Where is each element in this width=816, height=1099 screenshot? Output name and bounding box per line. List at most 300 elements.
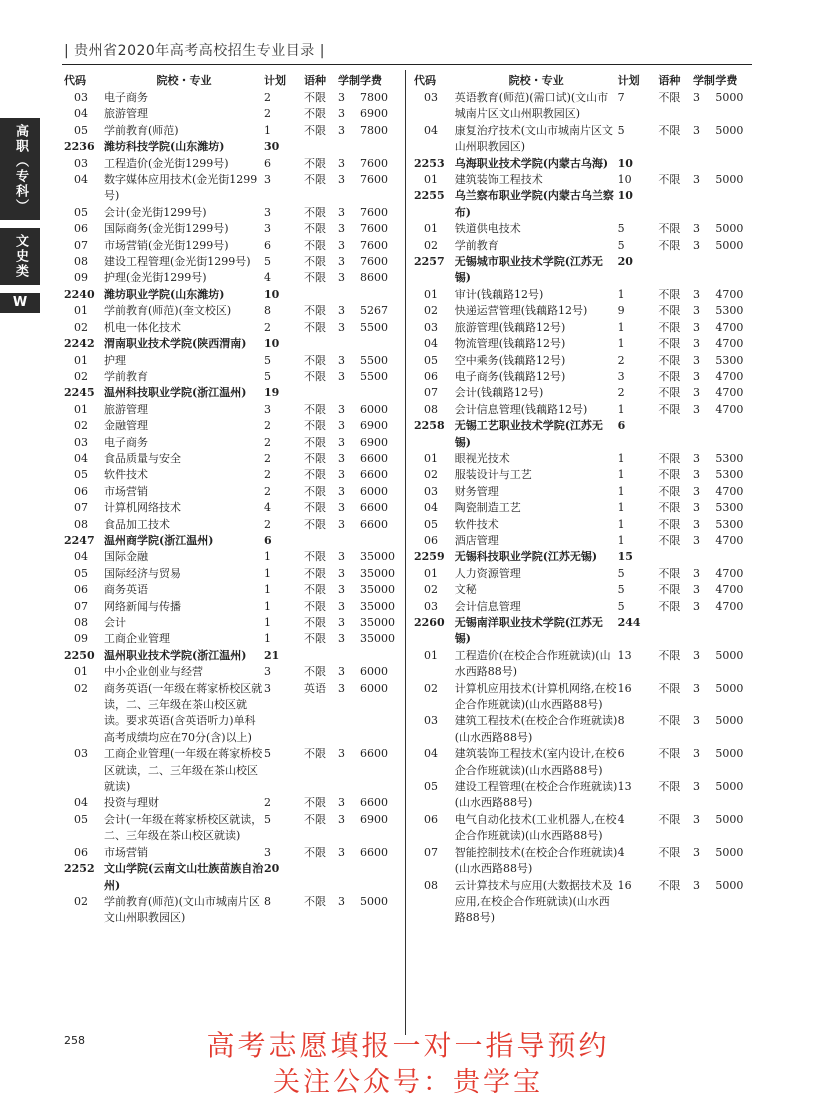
cell-name: 网络新闻与传播	[104, 599, 181, 613]
cell-code: 04	[424, 747, 438, 761]
cell-name: 金融管理	[104, 419, 148, 433]
cell-fee: 6600	[360, 747, 388, 761]
right-table	[414, 70, 752, 927]
header-plan: 计划	[264, 74, 286, 87]
major-row	[64, 582, 396, 598]
cell-fee	[360, 139, 396, 155]
cell-code: 2242	[64, 337, 95, 351]
cell-lang: 不限	[658, 878, 681, 892]
cell-fee: 7600	[360, 255, 388, 269]
cell-name: 文秘	[454, 583, 477, 597]
cell-fee: 6600	[360, 501, 388, 515]
school-row	[64, 533, 396, 549]
header-fee: 学费	[715, 74, 738, 87]
header-title: 贵州省2020年高考高校招生专业目录	[74, 43, 315, 59]
cell-code: 06	[424, 369, 438, 383]
cell-code: 02	[74, 369, 88, 383]
header-plan: 计划	[617, 74, 640, 87]
cell-fee: 4700	[715, 402, 744, 416]
cell-plan: 2	[617, 353, 625, 367]
side-tab-letter: W	[0, 293, 40, 313]
major-row	[64, 221, 396, 237]
cell-plan: 4	[264, 501, 271, 515]
cell-fee: 6000	[360, 402, 388, 416]
cell-code: 2255	[414, 189, 445, 203]
cell-code: 01	[74, 665, 88, 679]
cell-plan: 4	[264, 271, 271, 285]
cell-fee: 5300	[715, 353, 744, 367]
cell-plan: 9	[617, 304, 625, 318]
running-header	[64, 40, 325, 60]
header-lang: 语种	[658, 74, 681, 87]
cell-code: 2260	[414, 616, 445, 629]
cell-years: 3	[338, 632, 345, 646]
cell-fee: 6600	[360, 517, 388, 531]
cell-years: 3	[692, 353, 700, 367]
cell-name: 工程造价(金光街1299号)	[104, 156, 229, 170]
cell-code: 05	[424, 353, 438, 367]
cell-name: 学前教育(师范)	[104, 123, 179, 137]
cell-code: 02	[424, 238, 438, 252]
cell-code: 02	[424, 583, 438, 597]
header-name: 院校・专业	[508, 74, 564, 87]
cell-name: 温州商学院(浙江温州)	[104, 533, 214, 547]
cell-name: 无锡科技职业学院(江苏无锡)	[454, 550, 598, 564]
cell-name: 市场营销	[104, 845, 148, 859]
cell-code: 09	[74, 632, 88, 646]
cell-years: 3	[692, 878, 700, 892]
cell-code: 01	[424, 451, 438, 465]
school-row	[414, 156, 752, 172]
cell-lang	[304, 648, 338, 664]
cell-years: 3	[338, 517, 345, 531]
cell-fee: 7600	[360, 238, 388, 252]
cell-plan: 2	[264, 468, 271, 482]
cell-lang: 不限	[304, 517, 326, 531]
cell-lang: 不限	[658, 320, 681, 334]
cell-name: 空中乘务(钱藕路12号)	[454, 353, 566, 367]
cell-fee: 5500	[360, 320, 388, 334]
cell-name: 云计算技术与应用(大数据技术及应用,在校企合作班就读)(山水西路88号)	[454, 878, 614, 925]
cell-lang: 不限	[304, 205, 326, 219]
cell-years: 3	[692, 845, 700, 859]
major-row	[414, 451, 752, 467]
major-row	[414, 484, 752, 500]
school-row	[64, 336, 396, 352]
cell-lang: 不限	[658, 222, 681, 236]
major-row	[64, 812, 396, 845]
cell-name: 电子商务	[104, 91, 148, 104]
major-row	[414, 238, 752, 254]
cell-plan: 6	[264, 156, 271, 170]
cell-name: 建筑装饰工程技术	[454, 173, 543, 187]
cell-years: 3	[338, 599, 345, 613]
side-tab-category: 文史类	[0, 228, 40, 285]
cell-name: 人力资源管理	[454, 566, 521, 580]
cell-name: 软件技术	[104, 468, 148, 482]
cell-years	[693, 188, 715, 221]
cell-name: 会计(金光街1299号)	[104, 205, 207, 219]
cell-fee	[360, 648, 396, 664]
cell-code: 02	[424, 304, 438, 318]
cell-years: 3	[338, 304, 345, 318]
cell-lang: 不限	[304, 173, 326, 187]
cell-name: 国际经济与贸易	[104, 566, 181, 580]
cell-code: 01	[424, 222, 438, 236]
cell-lang: 不限	[304, 550, 326, 564]
cell-name: 建设工程管理(金光街1299号)	[104, 255, 251, 269]
cell-years: 3	[338, 107, 345, 121]
major-row	[414, 845, 752, 878]
cell-plan: 10	[617, 156, 633, 170]
cell-years: 3	[338, 451, 345, 465]
cell-lang: 不限	[658, 845, 681, 859]
cell-plan: 5	[617, 123, 625, 137]
cell-years: 3	[338, 156, 345, 170]
cell-name: 学前教育	[104, 369, 148, 383]
cell-code: 01	[424, 173, 438, 187]
cell-fee: 5000	[715, 845, 744, 859]
major-row	[64, 517, 396, 533]
major-row	[64, 681, 396, 747]
school-row	[64, 287, 396, 303]
cell-code: 08	[74, 255, 88, 269]
cell-fee: 4700	[715, 583, 744, 597]
cell-name: 建筑工程技术(在校企合作班就读)(山水西路88号)	[454, 714, 618, 744]
cell-lang	[304, 385, 338, 401]
cell-years: 3	[692, 386, 700, 400]
cell-plan: 2	[264, 484, 271, 498]
cell-years: 3	[692, 451, 700, 465]
cell-code: 08	[74, 517, 88, 531]
cell-years: 3	[338, 353, 345, 367]
cell-name: 会计信息管理	[454, 599, 521, 613]
cell-lang: 不限	[658, 780, 681, 794]
cell-fee	[360, 336, 396, 352]
cell-years: 3	[338, 812, 345, 826]
major-row	[64, 500, 396, 516]
cell-plan: 5	[264, 353, 271, 367]
cell-fee	[715, 254, 752, 287]
cell-name: 无锡南洋职业技术学院(江苏无锡)	[454, 616, 603, 646]
cell-name: 审计(钱藕路12号)	[454, 287, 544, 301]
cell-fee: 6900	[360, 107, 388, 121]
cell-code: 04	[424, 337, 438, 351]
cell-lang: 不限	[658, 123, 681, 137]
cell-plan: 13	[617, 648, 632, 662]
cell-name: 财务管理	[454, 484, 499, 498]
cell-years	[693, 156, 715, 172]
cell-years: 3	[692, 484, 700, 498]
cell-lang: 不限	[304, 255, 326, 269]
cell-years: 3	[338, 484, 345, 498]
cell-fee: 35000	[360, 566, 395, 580]
cell-code: 05	[74, 812, 88, 826]
cell-fee: 5000	[715, 714, 744, 728]
cell-name: 市场营销	[104, 484, 148, 498]
cell-name: 工程造价(在校企合作班就读)(山水西路88号)	[454, 648, 611, 679]
cell-years: 3	[692, 287, 700, 301]
cell-name: 商务英语	[104, 583, 148, 597]
cell-fee: 5300	[715, 501, 744, 515]
cell-code: 06	[74, 222, 88, 236]
cell-lang: 不限	[658, 468, 681, 482]
cell-fee: 7800	[360, 91, 388, 104]
cell-code: 2240	[64, 287, 95, 301]
cell-name: 工商企业管理(一年级在蒋家桥校区就读，二、三年级在茶山校区就读)	[104, 747, 263, 794]
cell-fee: 6600	[360, 796, 388, 810]
cell-fee: 7600	[360, 173, 388, 187]
cell-years: 3	[338, 681, 345, 695]
cell-name: 会计	[104, 616, 126, 629]
cell-name: 潍坊科技学院(山东潍坊)	[104, 140, 225, 154]
cell-code: 2253	[414, 156, 445, 170]
cell-fee: 5300	[715, 517, 744, 531]
cell-plan: 1	[264, 632, 271, 646]
cell-plan: 30	[264, 140, 280, 154]
major-row	[414, 582, 752, 598]
major-row	[64, 353, 396, 369]
header-fee: 学费	[360, 74, 382, 87]
cell-years: 3	[338, 583, 345, 597]
cell-plan: 244	[617, 616, 641, 629]
cell-fee	[360, 287, 396, 303]
cell-code: 05	[74, 123, 88, 137]
cell-plan: 1	[617, 468, 625, 482]
cell-lang: 不限	[658, 369, 681, 383]
cell-code: 03	[424, 484, 438, 498]
cell-lang	[304, 287, 338, 303]
cell-lang: 不限	[304, 501, 326, 515]
cell-code: 05	[74, 566, 88, 580]
major-row	[64, 566, 396, 582]
cell-lang: 不限	[304, 238, 326, 252]
cell-lang: 不限	[304, 304, 326, 318]
cell-lang: 不限	[658, 304, 681, 318]
cell-plan: 10	[617, 173, 632, 187]
cell-plan: 5	[264, 747, 271, 761]
cell-plan: 3	[264, 205, 271, 219]
cell-years: 3	[338, 665, 345, 679]
cell-fee: 4700	[715, 369, 744, 383]
cell-name: 无锡工艺职业技术学院(江苏无锡)	[454, 419, 603, 449]
cell-name: 陶瓷制造工艺	[454, 501, 521, 515]
cell-plan: 2	[264, 796, 271, 810]
cell-code: 06	[424, 812, 438, 826]
cell-plan: 5	[264, 812, 271, 826]
cell-fee: 4700	[715, 386, 744, 400]
cell-lang: 不限	[304, 468, 326, 482]
major-row	[64, 156, 396, 172]
cell-code: 07	[74, 238, 88, 252]
cell-fee: 5000	[715, 222, 744, 236]
cell-plan: 20	[617, 255, 633, 269]
cell-fee: 7600	[360, 156, 388, 170]
cell-fee: 5000	[715, 173, 744, 187]
cell-fee: 5000	[715, 747, 744, 761]
cell-lang: 不限	[304, 566, 326, 580]
cell-name: 乌兰察布职业学院(内蒙古乌兰察布)	[454, 189, 614, 219]
cell-years: 3	[692, 780, 700, 794]
cell-code: 04	[74, 451, 88, 465]
cell-name: 软件技术	[454, 517, 499, 531]
cell-code: 02	[74, 419, 88, 433]
cell-code: 03	[74, 156, 88, 170]
cell-code: 07	[424, 386, 438, 400]
cell-name: 无锡城市职业技术学院(江苏无锡)	[454, 255, 603, 285]
right-table-body	[414, 90, 752, 927]
major-row	[414, 336, 752, 352]
cell-plan: 1	[617, 451, 625, 465]
major-row	[414, 123, 752, 156]
cell-code: 2259	[414, 550, 445, 564]
cell-lang	[658, 254, 693, 287]
header-years: 学制	[338, 74, 360, 87]
cell-plan: 1	[617, 287, 625, 301]
cell-code: 04	[74, 107, 88, 121]
cell-fee: 6000	[360, 681, 388, 695]
major-row	[414, 878, 752, 927]
cell-plan: 16	[617, 878, 632, 892]
cell-lang: 不限	[304, 747, 326, 761]
cell-code: 02	[74, 681, 88, 695]
cell-name: 智能控制技术(在校企合作班就读)(山水西路88号)	[454, 845, 618, 876]
cell-name: 市场营销(金光街1299号)	[104, 238, 229, 252]
cell-code: 04	[74, 550, 88, 564]
major-row	[64, 106, 396, 122]
cell-years: 3	[338, 123, 345, 137]
cell-fee: 5300	[715, 304, 744, 318]
cell-years	[693, 418, 715, 451]
cell-lang	[658, 418, 693, 451]
cell-name: 铁道供电技术	[454, 222, 521, 236]
cell-plan: 3	[264, 173, 271, 187]
major-row	[64, 599, 396, 615]
cell-lang: 不限	[658, 402, 681, 416]
cell-code: 2236	[64, 140, 95, 154]
cell-lang: 不限	[304, 320, 326, 334]
cell-code: 09	[74, 271, 88, 285]
cell-fee: 5500	[360, 369, 388, 383]
cell-plan: 2	[264, 435, 271, 449]
major-row	[414, 303, 752, 319]
table-header-row	[64, 70, 396, 90]
cell-fee: 4700	[715, 533, 744, 547]
cell-lang: 不限	[304, 435, 326, 449]
cell-fee	[715, 549, 752, 565]
cell-code: 06	[74, 484, 88, 498]
school-row	[64, 648, 396, 664]
cell-name: 会计(钱藕路12号)	[454, 386, 544, 400]
major-row	[414, 500, 752, 516]
cell-lang: 不限	[304, 583, 326, 597]
cell-lang: 不限	[304, 845, 326, 859]
cell-name: 食品加工技术	[104, 517, 170, 531]
major-row	[414, 648, 752, 681]
cell-code: 08	[424, 878, 438, 892]
cell-years: 3	[338, 468, 345, 482]
cell-years: 3	[692, 648, 700, 662]
cell-years	[338, 336, 360, 352]
cell-lang: 不限	[658, 747, 681, 761]
cell-lang: 不限	[304, 271, 326, 285]
cell-lang	[304, 861, 338, 894]
cell-lang: 不限	[304, 369, 326, 383]
cell-code: 05	[424, 780, 438, 794]
cell-years: 3	[338, 238, 345, 252]
cell-plan: 5	[264, 255, 271, 269]
cell-fee: 7800	[360, 123, 388, 137]
cell-years: 3	[338, 566, 345, 580]
cell-name: 国际商务(金光街1299号)	[104, 222, 229, 236]
cell-plan: 5	[617, 238, 625, 252]
cell-name: 酒店管理	[454, 533, 499, 547]
cell-plan: 2	[264, 517, 271, 531]
major-row	[64, 270, 396, 286]
cell-plan: 8	[264, 894, 271, 908]
cell-lang: 不限	[304, 665, 326, 679]
cell-fee	[360, 533, 396, 549]
cell-name: 英语教育(师范)(需口试)(文山市城南片区文山州职教园区)	[454, 91, 609, 121]
cell-fee: 5000	[715, 878, 744, 892]
cell-years: 3	[338, 845, 345, 859]
cell-lang: 不限	[658, 451, 681, 465]
major-row	[414, 172, 752, 188]
major-row	[414, 287, 752, 303]
cell-years: 3	[338, 796, 345, 810]
cell-fee: 4700	[715, 320, 744, 334]
cell-plan: 3	[264, 681, 271, 695]
cell-code: 05	[424, 517, 438, 531]
cell-name: 国际金融	[104, 550, 148, 564]
cell-years: 3	[338, 205, 345, 219]
major-row	[414, 369, 752, 385]
cell-plan: 19	[264, 386, 280, 400]
cell-plan: 1	[617, 533, 625, 547]
cell-fee: 5300	[715, 451, 744, 465]
cell-code: 02	[74, 894, 88, 908]
cell-code: 03	[74, 747, 88, 761]
cell-plan: 2	[617, 386, 625, 400]
major-row	[414, 599, 752, 615]
cell-lang: 不限	[658, 484, 681, 498]
cell-name: 服装设计与工艺	[454, 468, 532, 482]
cell-code: 01	[74, 304, 88, 318]
cell-years: 3	[692, 173, 700, 187]
header-name: 院校・专业	[156, 74, 212, 87]
cell-name: 旅游管理	[104, 402, 148, 416]
header-lang: 语种	[304, 74, 326, 87]
cell-code: 2252	[64, 862, 95, 876]
cell-fee: 5000	[715, 238, 744, 252]
watermark-line-1: 高考志愿填报一对一指导预约	[206, 1029, 610, 1062]
cell-years: 3	[692, 320, 700, 334]
cell-lang: 不限	[658, 386, 681, 400]
cell-lang: 不限	[304, 222, 326, 236]
cell-years: 3	[338, 255, 345, 269]
cell-lang: 不限	[304, 91, 326, 104]
cell-years: 3	[692, 747, 700, 761]
cell-fee: 6600	[360, 468, 388, 482]
cell-fee: 6900	[360, 419, 388, 433]
cell-years: 3	[692, 812, 700, 826]
cell-plan: 1	[617, 484, 625, 498]
cell-years: 3	[692, 304, 700, 318]
major-row	[64, 631, 396, 647]
cell-plan: 10	[264, 337, 280, 351]
cell-plan: 5	[617, 222, 625, 236]
cell-years	[338, 385, 360, 401]
